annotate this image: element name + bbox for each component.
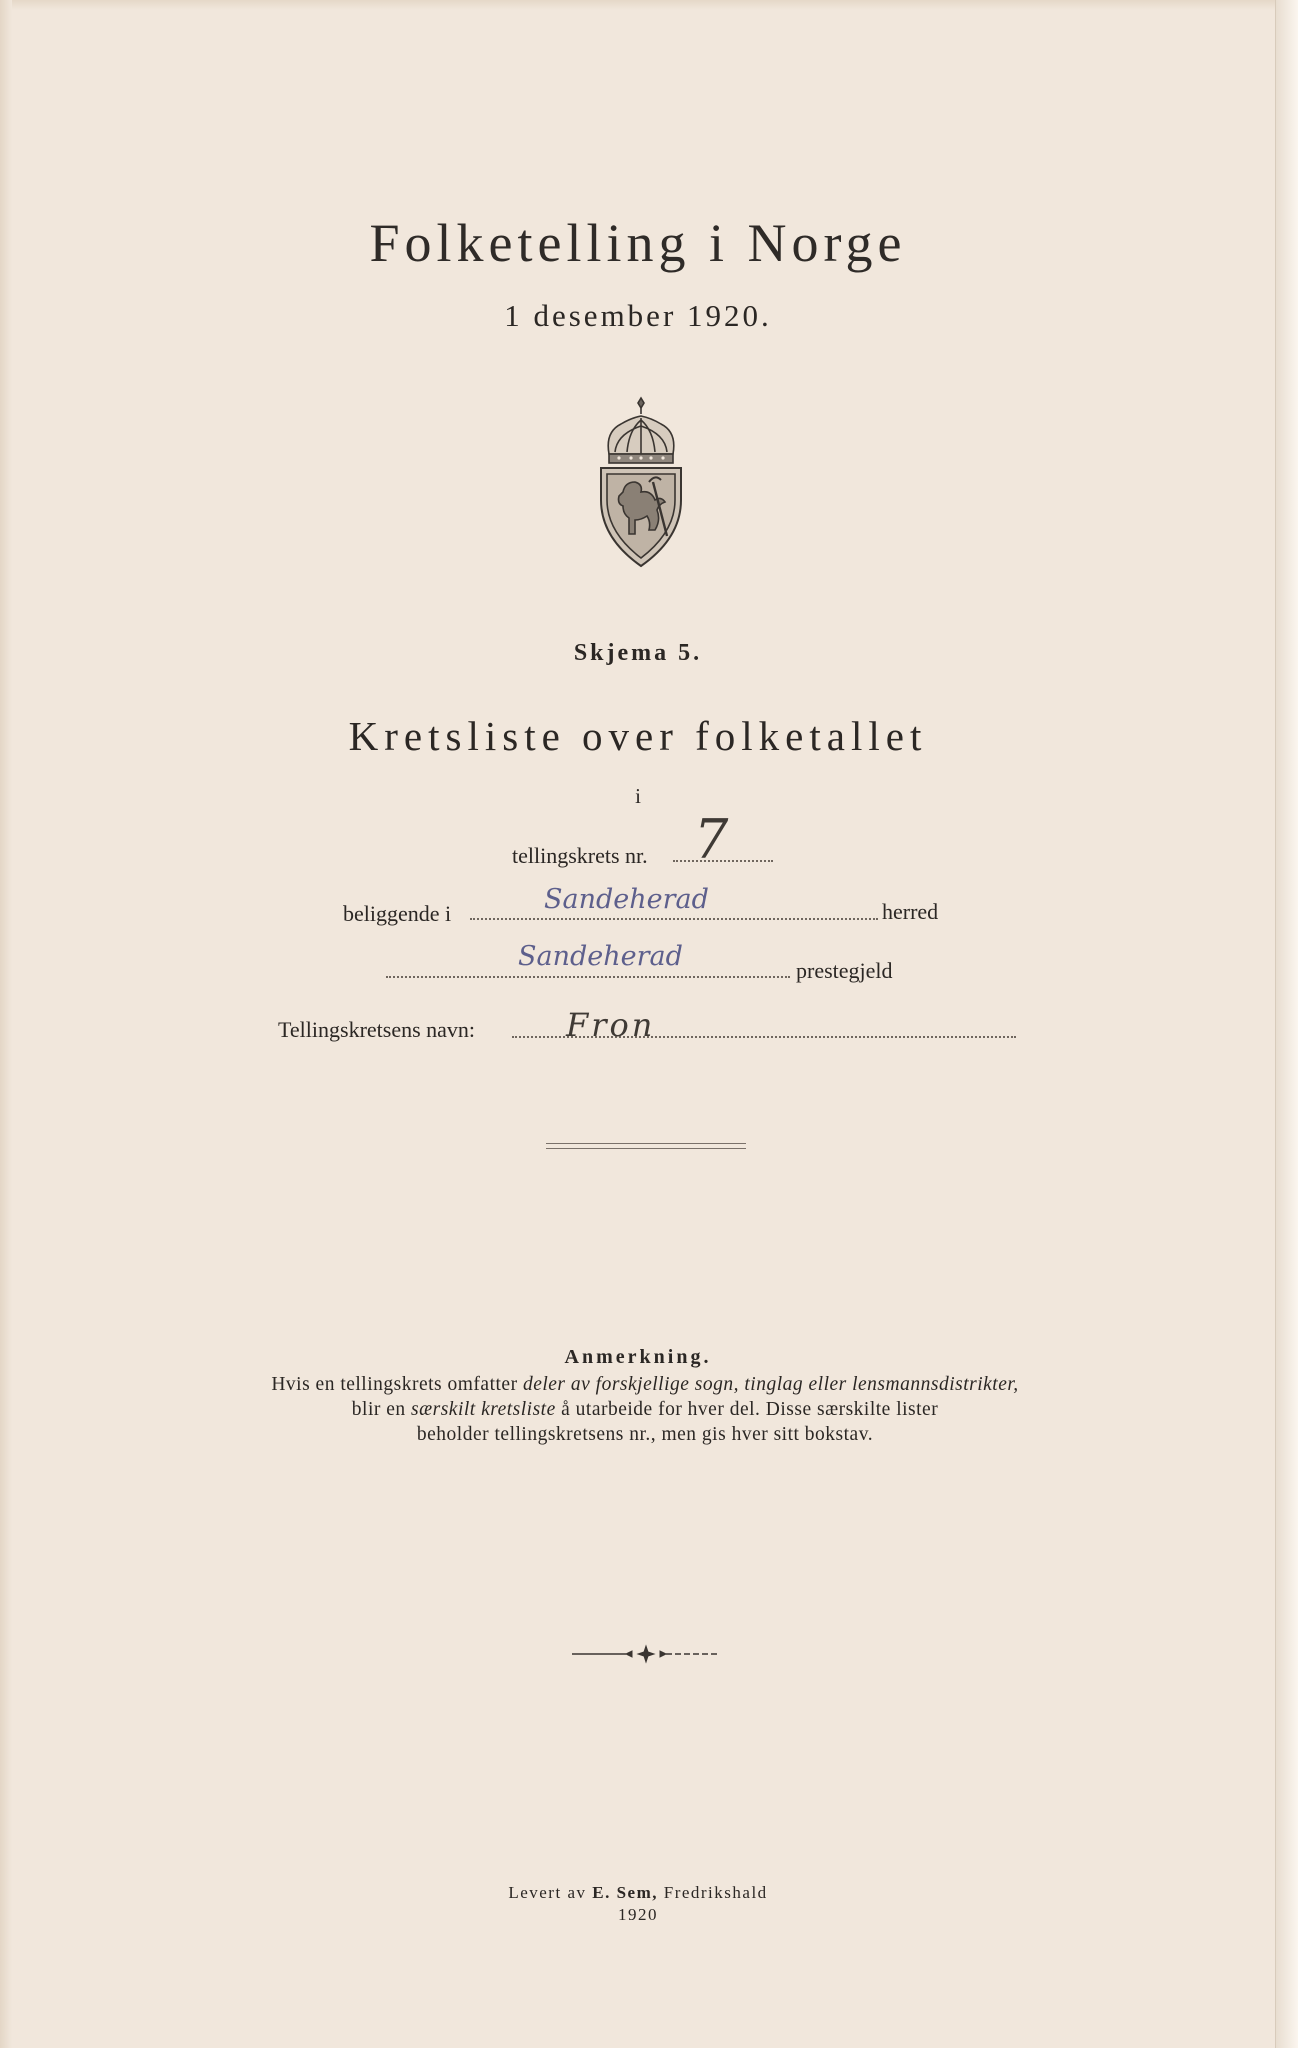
note-line-2-emphasis: særskilt kretsliste <box>411 1399 556 1420</box>
paper-right-edge <box>1275 0 1298 2048</box>
municipality-line <box>470 918 878 920</box>
located-in-label: beliggende i <box>343 901 452 926</box>
note-line-2-text-a: blir en <box>351 1399 412 1420</box>
printer-line <box>0 1883 1276 1903</box>
printer-prefix: Levert av <box>508 1883 593 1902</box>
note-line-3: beholder tellingskretsens nr., men gis hver sitt bokstav. <box>416 1424 874 1445</box>
parish-stamp: Sandeherad <box>518 941 683 972</box>
section-divider <box>546 1143 746 1149</box>
parish-line <box>386 976 790 978</box>
district-number-value: 7 <box>694 808 729 871</box>
schema-number: Skjema 5. <box>573 640 703 666</box>
note-title: Anmerkning. <box>564 1346 712 1368</box>
district-name-label: Tellingskretsens navn: <box>278 1017 476 1042</box>
district-name-value: Fron <box>566 1006 656 1044</box>
form-heading: Kretsliste over folketallet <box>348 713 928 759</box>
norwegian-coat-of-arms-icon <box>595 396 687 570</box>
preposition: i <box>635 784 641 808</box>
printer-city: Fredrikshald <box>657 1883 768 1902</box>
printer-name: E. Sem, <box>592 1883 658 1902</box>
municipality-stamp: Sandeherad <box>544 884 709 915</box>
document-title: Folketelling i Norge <box>369 213 907 273</box>
note-line-1-emphasis: deler av forskjellige sogn, tinglag eller lensmannsdistrikter, <box>522 1374 1019 1395</box>
note-line-2 <box>0 1399 1290 1421</box>
paper-top-edge <box>0 0 1298 10</box>
note-line-1 <box>0 1374 1290 1396</box>
printer-year: 1920 <box>618 1905 658 1924</box>
prestegjeld-label: prestegjeld <box>796 958 893 983</box>
district-number-label: tellingskrets nr. <box>512 843 648 868</box>
ornament-divider-icon <box>568 1644 724 1664</box>
census-date: 1 desember 1920. <box>504 298 772 333</box>
note-line-1-text: Hvis en tellingskrets omfatter <box>271 1374 523 1395</box>
note-line-2-text-b: å utarbeide for hver del. Disse særskilte lister <box>555 1399 939 1420</box>
herred-label: herred <box>882 899 939 924</box>
